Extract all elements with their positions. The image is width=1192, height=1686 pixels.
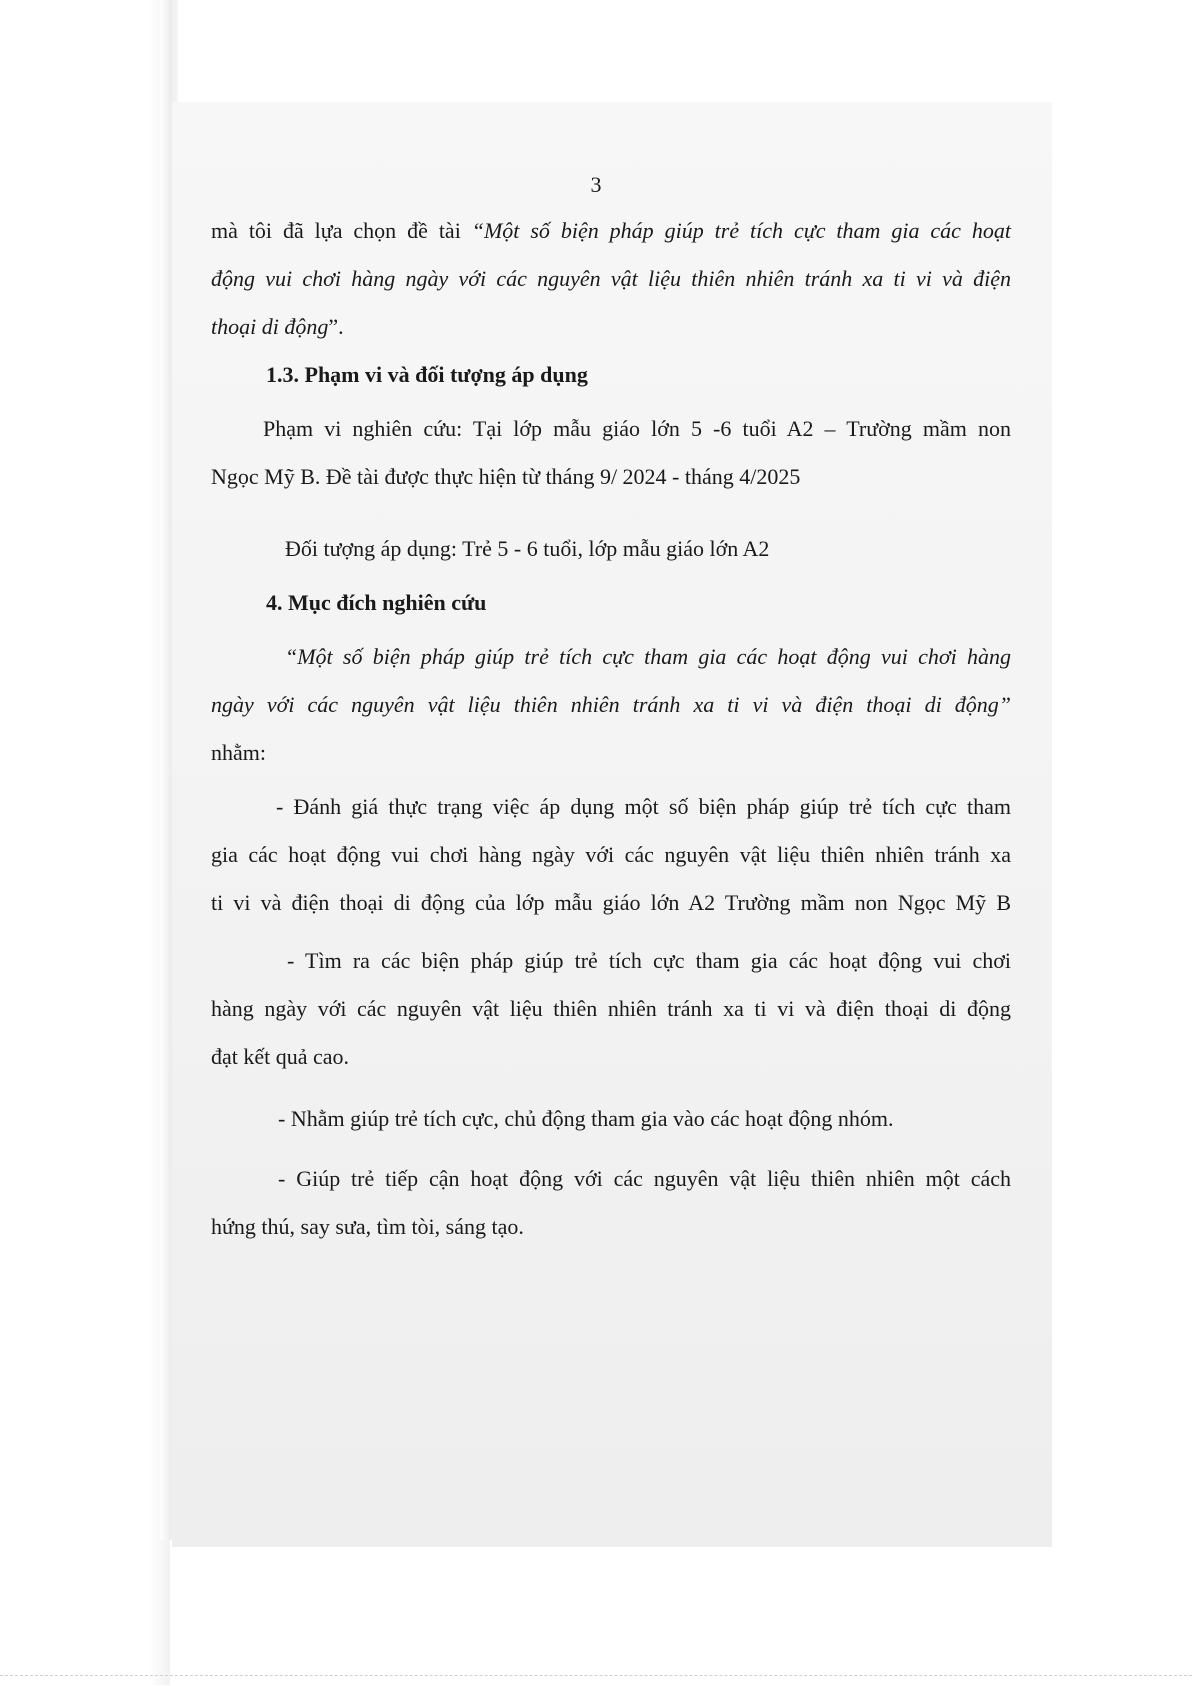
purpose-quote-line-1: “Một số biện pháp giúp trẻ tích cực tham gia các hoạt động vui chơi hàng <box>285 644 1011 669</box>
scope-line-1: Phạm vi nghiên cứu: Tại lớp mẫu giáo lớn 5 -6 tuổi A2 – Trường mầm non <box>263 416 1011 441</box>
purpose-intro-word: nhằm: <box>211 740 266 765</box>
purpose-quote-line-2: ngày với các nguyên vật liệu thiên nhiên tránh xa ti vi và điện thoại di động” <box>211 692 1011 717</box>
bullet-4-line-2: hứng thú, say sưa, tìm tòi, sáng tạo. <box>211 1214 524 1239</box>
subjects-line: Đối tượng áp dụng: Trẻ 5 - 6 tuổi, lớp mẫu giáo lớn A2 <box>285 536 770 561</box>
page-number: 3 <box>590 172 602 197</box>
intro-title-end: thoại di động <box>211 314 329 339</box>
bullet-4-line-1: - Giúp trẻ tiếp cận hoạt động với các nguyên vật liệu thiên nhiên một cách <box>278 1166 1011 1191</box>
bullet-3: - Nhằm giúp trẻ tích cực, chủ động tham gia vào các hoạt động nhóm. <box>278 1106 894 1131</box>
bullet-2-line-3: đạt kết quả cao. <box>211 1044 350 1069</box>
intro-close-quote: ”. <box>328 314 344 339</box>
scope-line-2: Ngọc Mỹ B. Đề tài được thực hiện từ tháng 9/ 2024 - tháng 4/2025 <box>211 464 801 489</box>
bullet-1-line-2: gia các hoạt động vui chơi hàng ngày với các nguyên vật liệu thiên nhiên tránh xa <box>211 842 1011 867</box>
intro-text: mà tôi đã lựa chọn đề tài <box>211 218 472 243</box>
intro-line-3 <box>211 312 1011 342</box>
bullet-2-line-1: - Tìm ra các biện pháp giúp trẻ tích cực tham gia các hoạt động vui chơi <box>287 948 1011 973</box>
intro-line-2: động vui chơi hàng ngày với các nguyên vật liệu thiên nhiên tránh xa ti vi và điện <box>211 266 1011 291</box>
bullet-1-line-3: ti vi và điện thoại di động của lớp mẫu giáo lớn A2 Trường mầm non Ngọc Mỹ B <box>211 890 1011 915</box>
bullet-2-line-2: hàng ngày với các nguyên vật liệu thiên nhiên tránh xa ti vi và điện thoại di động <box>211 996 1011 1021</box>
bullet-1-line-1: - Đánh giá thực trạng việc áp dụng một số biện pháp giúp trẻ tích cực tham <box>276 794 1011 819</box>
intro-title-italic: “Một số biện pháp giúp trẻ tích cực tham gia các hoạt <box>471 218 1011 243</box>
section-4-heading: 4. Mục đích nghiên cứu <box>266 590 487 615</box>
intro-line-1 <box>211 216 1011 246</box>
section-1-3-heading: 1.3. Phạm vi và đối tượng áp dụng <box>266 362 588 387</box>
